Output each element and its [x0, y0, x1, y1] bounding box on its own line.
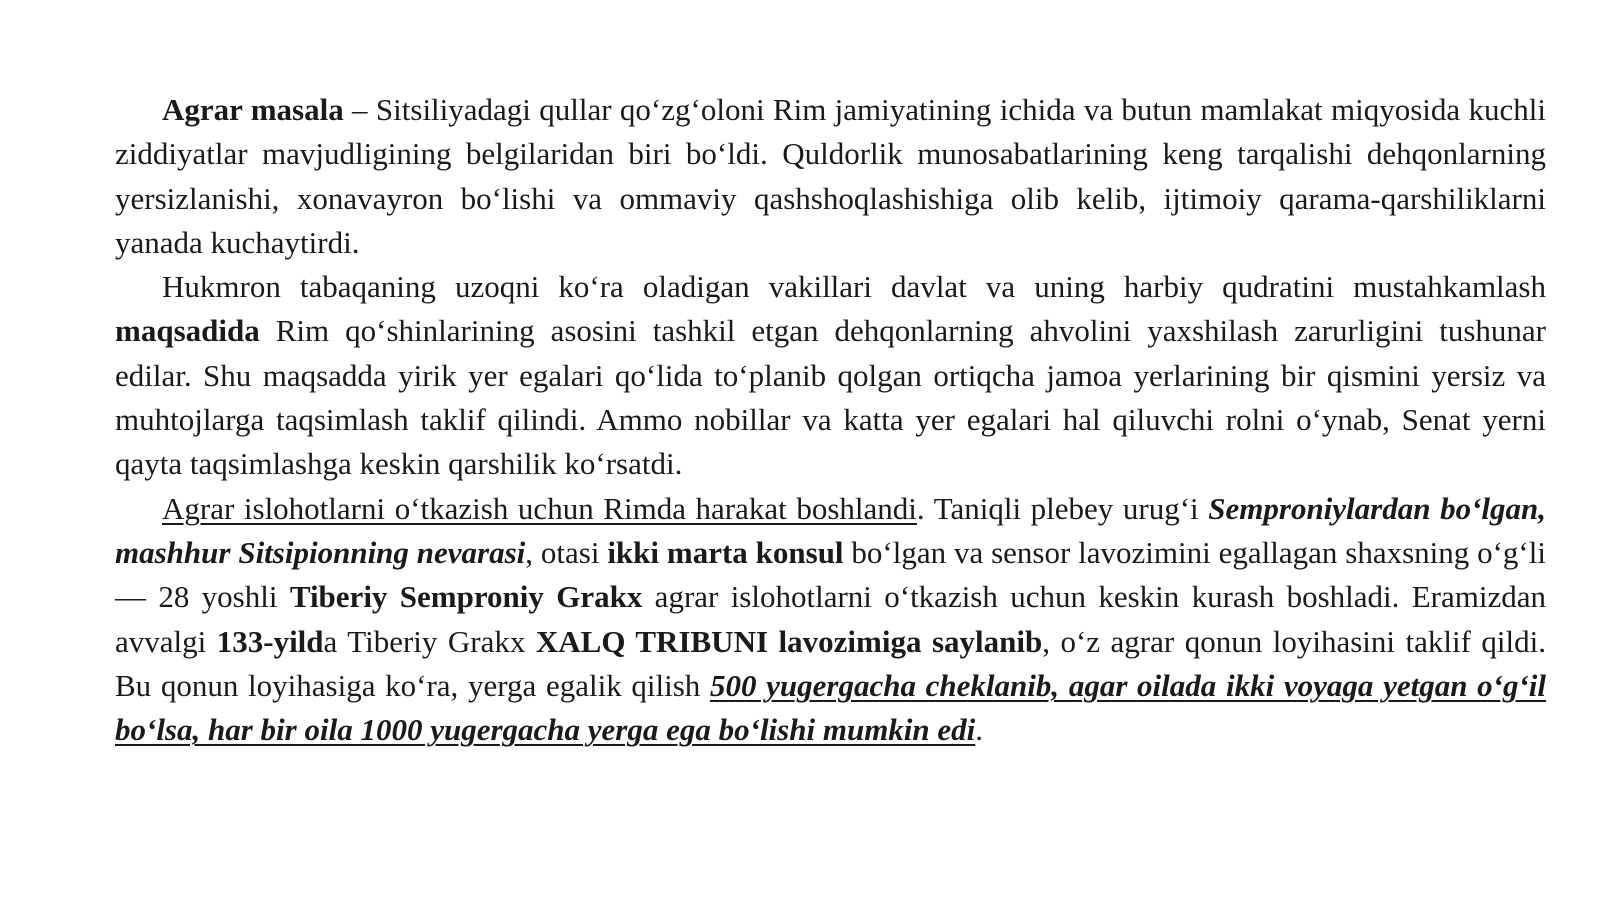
paragraph-agrar-masala	[115, 88, 1546, 265]
paragraph-agrar-islohotlar	[115, 487, 1546, 753]
text-segment: .	[975, 712, 984, 748]
text-segment: Hukmron tabaqaning uzoqni ko‘ra oladigan vakillari davlat va uning harbiy qudratini mustahkamlash	[162, 269, 1546, 305]
text-segment: , o‘z agrar qonun loyihasini taklif qildi. Bu qonun loyihasiga ko‘ra, yerga egalik qilish	[115, 623, 1546, 703]
text-segment: a Tiberiy Grakx	[323, 623, 536, 659]
emphasis-semproniylar: Semproniylardan bo‘lgan, mashhur Sitsipionning nevarasi	[115, 490, 1546, 570]
term-xalq-tribuni: XALQ TRIBUNI lavozimiga saylanib	[535, 623, 1043, 659]
text-segment: Rim qo‘shinlarining asosini tashkil etgan dehqonlarning ahvolini yaxshilash zarurligini tushunar edilar. Shu maqsadda yirik yer egalari qo‘lida to‘planib qolgan ortiqcha jamoa yerlarining bir qismini yersiz va muhtojlarga taqsimlash taklif qilindi. Ammo nobillar va katta yer egalari hal qiluvchi rolni o‘ynab, Senat yerni qayta taqsimlashga keskin qarshilik ko‘rsatdi.	[115, 313, 1546, 482]
text-segment: . Taniqli plebey urug‘i	[916, 490, 1209, 526]
term-maqsadida: maqsadida	[115, 313, 260, 349]
term-ikki-marta-konsul: ikki marta konsul	[607, 534, 844, 570]
term-year: 133-yild	[216, 623, 324, 659]
document-body	[115, 88, 1546, 752]
term-agrar-masala: Agrar masala	[162, 92, 344, 127]
text-segment: , otasi	[525, 534, 608, 570]
text-segment: agrar islohotlarni o‘tkazish uchun keskin kurash boshladi. Eramizdan avvalgi	[115, 579, 1546, 659]
emphasis-land-limit: 500 yugergacha cheklanib, agar oilada ikki voyaga yetgan o‘g‘il bo‘lsa, har bir oila 1000 yugergacha yerga ega bo‘lishi mumkin edi	[115, 667, 1547, 748]
underlined-phrase: Agrar islohotlarni o‘tkazish uchun Rimda harakat boshlandi	[162, 490, 917, 526]
paragraph-hukmron-tabaqa	[115, 265, 1546, 486]
term-tiberiy-grakx: Tiberiy Semproniy Grakx	[289, 579, 643, 615]
text-segment: – Sitsiliyadagi qullar qo‘zg‘oloni Rim jamiyatining ichida va butun mamlakat miqyosida kuchli ziddiyatlar mavjudligining belgilaridan biri bo‘ldi. Quldorlik munosabatlarining keng tarqalishi dehqonlarning yersizlanishi, xonavayron bo‘lishi va ommaviy qashshoqlashishiga olib kelib, ijtimoiy qarama-qarshiliklarni yanada kuchaytirdi.	[115, 92, 1546, 260]
text-segment: bo‘lgan va sensor lavozimini egallagan shaxsning o‘g‘li — 28 yoshli	[115, 534, 1546, 615]
